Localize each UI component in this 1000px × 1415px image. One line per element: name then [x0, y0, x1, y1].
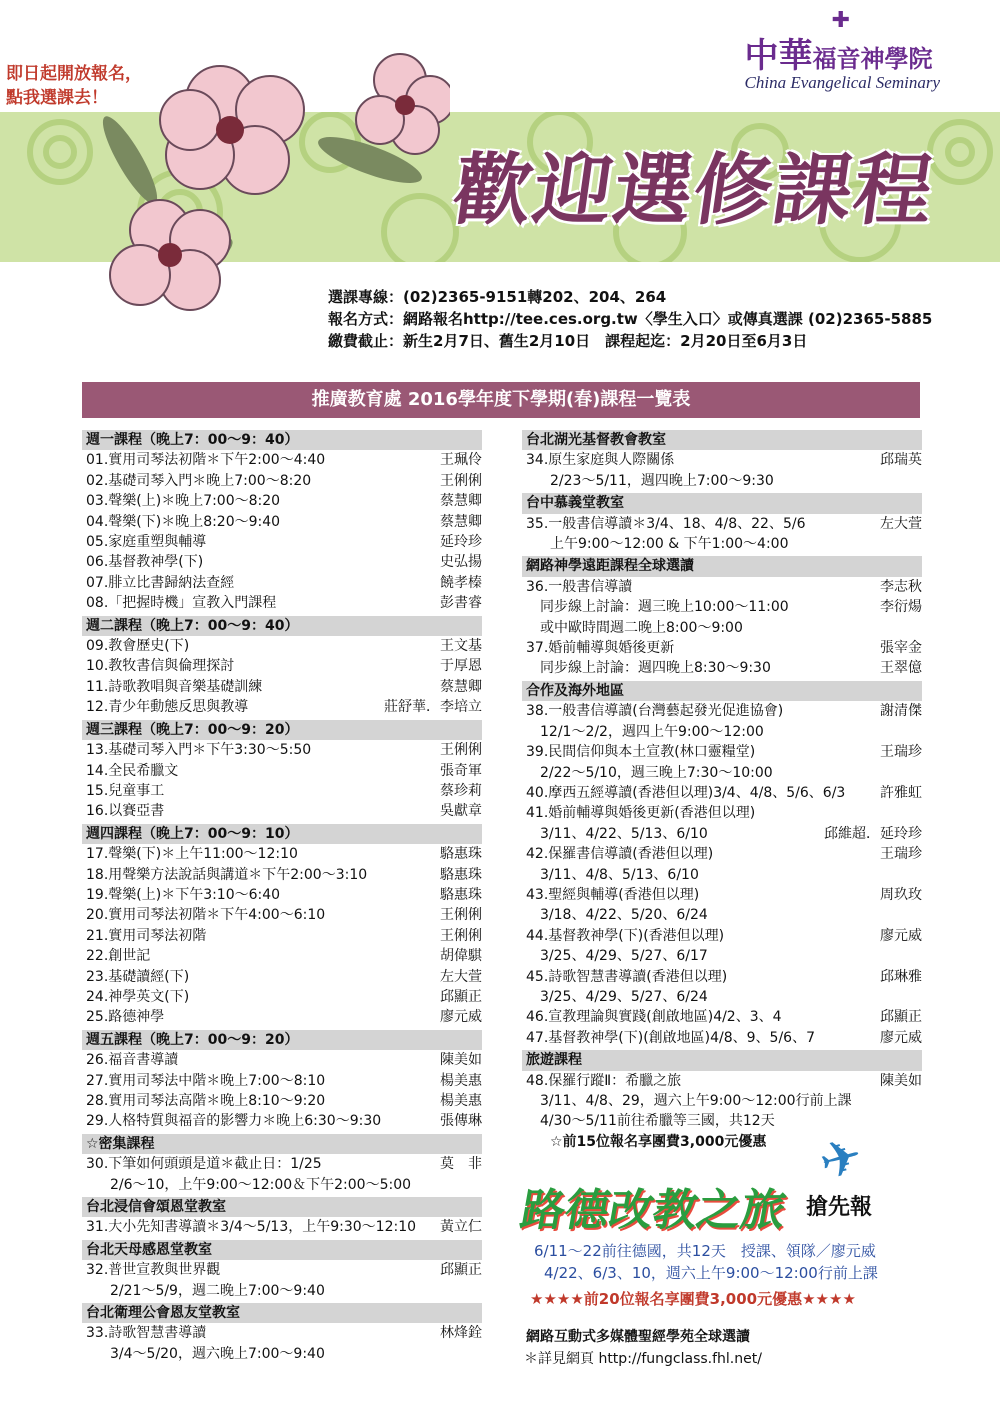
course-row — [522, 763, 922, 783]
course-title: 42.保羅書信導讀(香港但以理) — [526, 846, 714, 863]
instructor-name: 林烽銓 — [440, 1325, 482, 1342]
course-title: 32.普世宣教與世界觀 — [86, 1262, 221, 1279]
course-row — [522, 742, 922, 762]
course-row — [522, 1111, 922, 1131]
course-row — [82, 905, 482, 925]
course-title: 26.福音書導讀 — [86, 1052, 179, 1069]
cross-icon: ✚ — [831, 8, 850, 33]
course-title: 21.實用司琴法初階 — [86, 927, 207, 944]
course-row — [522, 577, 922, 597]
instructor-name: 于厚恩 — [440, 658, 482, 675]
course-row — [82, 926, 482, 946]
promo-line-1: 6/11～22前往德國，共12天 授課、領隊／廖元威 — [534, 1242, 876, 1260]
instructor-name: 蔡珍莉 — [440, 782, 482, 799]
course-row — [82, 865, 482, 885]
course-row — [522, 844, 922, 864]
section-header: 週四課程（晚上7：00～9：10） — [82, 824, 482, 844]
instructor-name: 王俐俐 — [440, 742, 482, 759]
course-title: 18.用聲樂方法說話與講道＊下午2:00～3:10 — [86, 866, 368, 883]
course-row — [82, 844, 482, 864]
promo-line-2: 4/22、6/3、10，週六上午9:00～12:00行前上課 — [544, 1264, 878, 1282]
course-row — [522, 1007, 922, 1027]
instructor-name: 邱琳雅 — [880, 968, 922, 985]
headline: 歡迎選修課程 — [447, 145, 941, 236]
web-course-link[interactable]: ＊詳見網頁 http://fungclass.fhl.net/ — [524, 1351, 762, 1367]
course-row — [82, 573, 482, 593]
course-title: 41.婚前輔導與婚後更新(香港但以理) — [526, 805, 756, 822]
course-title: 01.實用司琴法初階＊下午2:00～4:40 — [86, 452, 326, 469]
course-title: 24.神學英文(下) — [86, 988, 190, 1005]
course-column-left — [82, 428, 482, 1364]
section-header: 週五課程（晚上7：00～9：20） — [82, 1030, 482, 1050]
airplane-icon: ✈ — [813, 1125, 869, 1193]
logo-zh-main: 中華 — [744, 36, 813, 76]
instructor-name: 邱顯正 — [440, 988, 482, 1005]
course-title: 4/30～5/11前往希臘等三國，共12天 — [526, 1113, 775, 1130]
instructor-name: 周玖玫 — [880, 886, 922, 903]
course-title: 22.創世記 — [86, 948, 151, 965]
seminary-logo — [745, 28, 940, 93]
instructor-name: 莊舒華．李培立 — [384, 699, 482, 716]
instructor-name: 李衍煬 — [880, 599, 922, 616]
course-schedule: 2/21～5/9，週二晚上7:00～9:40 — [110, 1282, 325, 1299]
course-title: 34.原生家庭與人際關係 — [526, 452, 675, 469]
course-title: 10.教牧書信與倫理探討 — [86, 658, 235, 675]
course-row — [82, 801, 482, 821]
course-row — [522, 638, 922, 658]
course-table-title: 推廣教育處 2016學年度下學期(春)課程一覽表 — [82, 382, 920, 418]
cta-line-1: 即日起開放報名， — [6, 64, 142, 84]
contact-info — [328, 286, 932, 352]
course-title: 同步線上討論：週四晚上8:30～9:30 — [526, 660, 771, 677]
course-row — [522, 450, 922, 470]
course-title: 3/18、4/22、5/20、6/24 — [526, 907, 708, 924]
course-title: 29.人格特質與福音的影響力＊晚上6:30～9:30 — [86, 1113, 382, 1130]
section-header: 網路神學遠距課程全球選讀 — [522, 556, 922, 576]
course-title: 25.路德神學 — [86, 1009, 165, 1026]
course-title: 13.基礎司琴入門＊下午3:30～5:50 — [86, 742, 312, 759]
course-title: 30.下筆如何頭頭是道＊截止日：1/25 — [86, 1156, 322, 1173]
course-title: 12/1～2/2，週四上午9:00～12:00 — [526, 723, 764, 740]
course-row — [82, 450, 482, 470]
course-row — [522, 1028, 922, 1048]
instructor-name: 莫 非 — [440, 1156, 482, 1173]
course-title: 43.聖經與輔導(香港但以理) — [526, 886, 700, 903]
promo-discount: ★★★★前20位報名享團費3,000元優惠★★★★ — [530, 1290, 856, 1308]
course-row — [82, 532, 482, 552]
course-row — [522, 946, 922, 966]
instructor-name: 延玲珍 — [440, 534, 482, 551]
instructor-name: 楊美惠 — [440, 1072, 482, 1089]
course-row — [522, 1071, 922, 1091]
instructor-name: 陳美如 — [440, 1052, 482, 1069]
course-title: 14.全民希臘文 — [86, 762, 179, 779]
course-row — [82, 512, 482, 532]
section-header: 週二課程（晚上7：00～9：40） — [82, 616, 482, 636]
course-row — [82, 1323, 482, 1343]
course-title: 46.宣教理論與實踐(創啟地區)4/2、3、4 — [526, 1009, 782, 1026]
course-title: 33.詩歌智慧書導讀 — [86, 1325, 207, 1342]
course-title: 48.保羅行蹤Ⅱ：希臘之旅 — [526, 1072, 682, 1089]
course-row — [82, 987, 482, 1007]
course-row — [82, 946, 482, 966]
course-row — [522, 967, 922, 987]
course-row — [522, 865, 922, 885]
course-row — [522, 514, 922, 534]
info-payment: 繳費截止：新生2月7日、舊生2月10日 課程起迄：2月20日至6月3日 — [328, 332, 808, 350]
instructor-name: 史弘揚 — [440, 554, 482, 571]
instructor-name: 張宰金 — [880, 640, 922, 657]
instructor-name: 王文基 — [440, 638, 482, 655]
section-header: 台北天母感恩堂教室 — [82, 1240, 482, 1260]
course-schedule: 2/6～10，上午9:00～12:00＆下午2:00～5:00 — [110, 1176, 412, 1193]
instructor-name: 吳獻章 — [440, 803, 482, 820]
course-row — [522, 597, 922, 617]
course-title: 或中歐時間週二晚上8:00～9:00 — [526, 619, 743, 636]
course-row — [522, 905, 922, 925]
instructor-name: 王瑞珍 — [880, 846, 922, 863]
course-row — [82, 967, 482, 987]
course-schedule: 上午9:00～12:00 & 下午1:00～4:00 — [550, 536, 789, 553]
instructor-name: 駱惠珠 — [440, 846, 482, 863]
course-row — [522, 783, 922, 803]
course-title: 16.以賽亞書 — [86, 803, 165, 820]
course-schedule: 3/4～5/20，週六晚上7:00～9:40 — [110, 1345, 325, 1362]
instructor-name: 蔡慧卿 — [440, 493, 482, 510]
course-row — [522, 824, 922, 844]
course-title: 3/11、4/22、5/13、6/10 — [526, 825, 708, 842]
course-schedule: 2/23～5/11，週四晚上7:00～9:30 — [550, 472, 774, 489]
promo-tag: 搶先報 — [806, 1195, 873, 1220]
course-title: 47.基督教神學(下)(創啟地區)4/8、9、5/6、7 — [526, 1029, 815, 1046]
course-row — [82, 677, 482, 697]
course-row — [82, 1217, 482, 1237]
course-title: 27.實用司琴法中階＊晚上7:00～8:10 — [86, 1072, 326, 1089]
instructor-name: 黃立仁 — [440, 1219, 482, 1236]
section-header: 旅遊課程 — [522, 1050, 922, 1070]
instructor-name: 王俐俐 — [440, 927, 482, 944]
course-row — [522, 1091, 922, 1111]
instructor-name: 楊美惠 — [440, 1093, 482, 1109]
course-title: 09.教會歷史(下) — [86, 638, 190, 655]
course-row — [82, 761, 482, 781]
course-column-right — [522, 428, 922, 1152]
course-row — [82, 1111, 482, 1131]
instructor-name: 廖元威 — [880, 927, 922, 944]
course-row — [82, 740, 482, 760]
instructor-name: 王俐俐 — [440, 907, 482, 924]
course-title: 44.基督教神學(下)(香港但以理) — [526, 927, 725, 944]
course-row — [522, 618, 922, 638]
course-title: 3/11、4/8、29，週六上午9:00～12:00行前上課 — [526, 1093, 852, 1109]
course-row — [82, 1154, 482, 1174]
instructor-name: 蔡慧卿 — [440, 513, 482, 530]
instructor-name: 王俐俐 — [440, 472, 482, 489]
course-row — [82, 1260, 482, 1280]
course-row — [522, 885, 922, 905]
instructor-name: 廖元威 — [440, 1009, 482, 1026]
course-row — [82, 593, 482, 613]
course-row — [82, 656, 482, 676]
instructor-name: 左大萱 — [880, 515, 922, 532]
instructor-name: 饒孝榛 — [440, 574, 482, 591]
instructor-name: 邱顯正 — [440, 1262, 482, 1279]
section-header: 台北衛理公會恩友堂教室 — [82, 1303, 482, 1323]
instructor-name: 彭書睿 — [440, 595, 482, 612]
instructor-name: 廖元威 — [880, 1029, 922, 1046]
section-header: 台北浸信會頌恩堂教室 — [82, 1197, 482, 1217]
course-row — [82, 885, 482, 905]
course-title: 05.家庭重塑與輔導 — [86, 534, 207, 551]
register-cta-link[interactable] — [6, 62, 142, 110]
section-header: 週三課程（晚上7：00～9：20） — [82, 720, 482, 740]
course-title: 40.摩西五經導讀(香港但以理)3/4、4/8、5/6、6/3 — [526, 784, 846, 801]
course-row — [82, 636, 482, 656]
course-title: 28.實用司琴法高階＊晚上8:10～9:20 — [86, 1093, 326, 1109]
instructor-name: 駱惠珠 — [440, 866, 482, 883]
instructor-name: 張奇軍 — [440, 762, 482, 779]
course-title: 17.聲樂(下)＊上午11:00～12:10 — [86, 846, 298, 863]
promo-title: 路德改教之旅 — [516, 1185, 790, 1236]
section-header: 週一課程（晚上7：00～9：40） — [82, 430, 482, 450]
course-title: 同步線上討論：週三晚上10:00～11:00 — [526, 599, 789, 616]
course-row — [522, 926, 922, 946]
course-row — [82, 491, 482, 511]
instructor-name: 許雅虹 — [880, 784, 922, 801]
course-title: 36.一般書信導讀 — [526, 578, 633, 595]
web-course-title: 網路互動式多媒體聖經學苑全球選讀 — [526, 1329, 750, 1345]
course-title: 37.婚前輔導與婚後更新 — [526, 640, 675, 657]
course-title: 07.腓立比書歸納法查經 — [86, 574, 235, 591]
course-title: 45.詩歌智慧書導讀(香港但以理) — [526, 968, 728, 985]
course-title: 11.詩歌教唱與音樂基礎訓練 — [86, 678, 263, 695]
instructor-name: 邱維超．延玲珍 — [824, 825, 922, 842]
course-title: 06.基督教神學(下) — [86, 554, 204, 571]
course-title: 3/11、4/8、5/13、6/10 — [526, 866, 699, 883]
course-title: 3/25、4/29、5/27、6/17 — [526, 948, 708, 965]
instructor-name: 邱瑞英 — [880, 452, 922, 469]
course-title: 04.聲樂(下)＊晚上8:20～9:40 — [86, 513, 281, 530]
course-row — [82, 471, 482, 491]
instructor-name: 胡偉騏 — [440, 948, 482, 965]
section-header: 合作及海外地區 — [522, 681, 922, 701]
course-row — [82, 697, 482, 717]
course-row — [522, 658, 922, 678]
logo-en: China Evangelical Seminary — [744, 73, 940, 92]
instructor-name: 陳美如 — [880, 1072, 922, 1089]
course-row — [82, 1007, 482, 1027]
course-title: 35.一般書信導讀＊3/4、18、4/8、22、5/6 — [526, 515, 806, 532]
course-title: 31.大小先知書導讀＊3/4～5/13，上午9:30～12:10 — [86, 1219, 417, 1236]
info-register: 報名方式：網路報名http://tee.ces.org.tw〈學生入口〉或傳真選課 (02)2365-5885 — [328, 310, 933, 328]
course-row — [522, 803, 922, 823]
course-title: 2/22～5/10，週三晚上7:30～10:00 — [526, 764, 773, 781]
course-title: 20.實用司琴法初階＊下午4:00～6:10 — [86, 907, 326, 924]
instructor-name: 蔡慧卿 — [440, 678, 482, 695]
instructor-name: 李志秋 — [880, 578, 922, 595]
course-title: 12.青少年動態反思與教導 — [86, 699, 249, 716]
course-row — [82, 1091, 482, 1111]
instructor-name: 謝清傑 — [880, 703, 922, 720]
instructor-name: 王瑞珍 — [880, 744, 922, 761]
info-phone: 選課專線：(02)2365-9151轉202、204、264 — [328, 288, 667, 306]
cta-line-2: 點我選課去！ — [6, 88, 108, 108]
instructor-name: 王珮伶 — [440, 452, 482, 469]
course-row — [82, 1050, 482, 1070]
instructor-name: 左大萱 — [440, 968, 482, 985]
course-row — [522, 722, 922, 742]
course-row — [82, 1071, 482, 1091]
instructor-name: 邱顯正 — [880, 1009, 922, 1026]
course-discount-note: ☆前15位報名享團費3,000元優惠 — [550, 1133, 767, 1150]
course-title: 03.聲樂(上)＊晚上7:00～8:20 — [86, 493, 281, 510]
course-title: 08.「把握時機」宣教入門課程 — [86, 595, 277, 612]
section-header: 台中慕義堂教室 — [522, 493, 922, 513]
course-title: 19.聲樂(上)＊下午3:10～6:40 — [86, 886, 281, 903]
course-title: 3/25、4/29、5/27、6/24 — [526, 988, 708, 1005]
course-title: 23.基礎讀經(下) — [86, 968, 190, 985]
section-header: 台北湖光基督教會教室 — [522, 430, 922, 450]
course-title: 39.民間信仰與本土宣教(林口靈糧堂) — [526, 744, 756, 761]
logo-zh-rest: 福音神學院 — [812, 44, 933, 73]
course-row — [82, 552, 482, 572]
course-row — [522, 701, 922, 721]
course-row — [82, 781, 482, 801]
course-row — [522, 987, 922, 1007]
instructor-name: 駱惠珠 — [440, 886, 482, 903]
instructor-name: 張傳琳 — [440, 1113, 482, 1130]
section-header: ☆密集課程 — [82, 1134, 482, 1154]
course-title: 15.兒童事工 — [86, 782, 165, 799]
instructor-name: 王翠億 — [880, 660, 922, 677]
course-title: 02.基礎司琴入門＊晚上7:00～8:20 — [86, 472, 312, 489]
course-title: 38.一般書信導讀(台灣藝起發光促進協會) — [526, 703, 784, 720]
